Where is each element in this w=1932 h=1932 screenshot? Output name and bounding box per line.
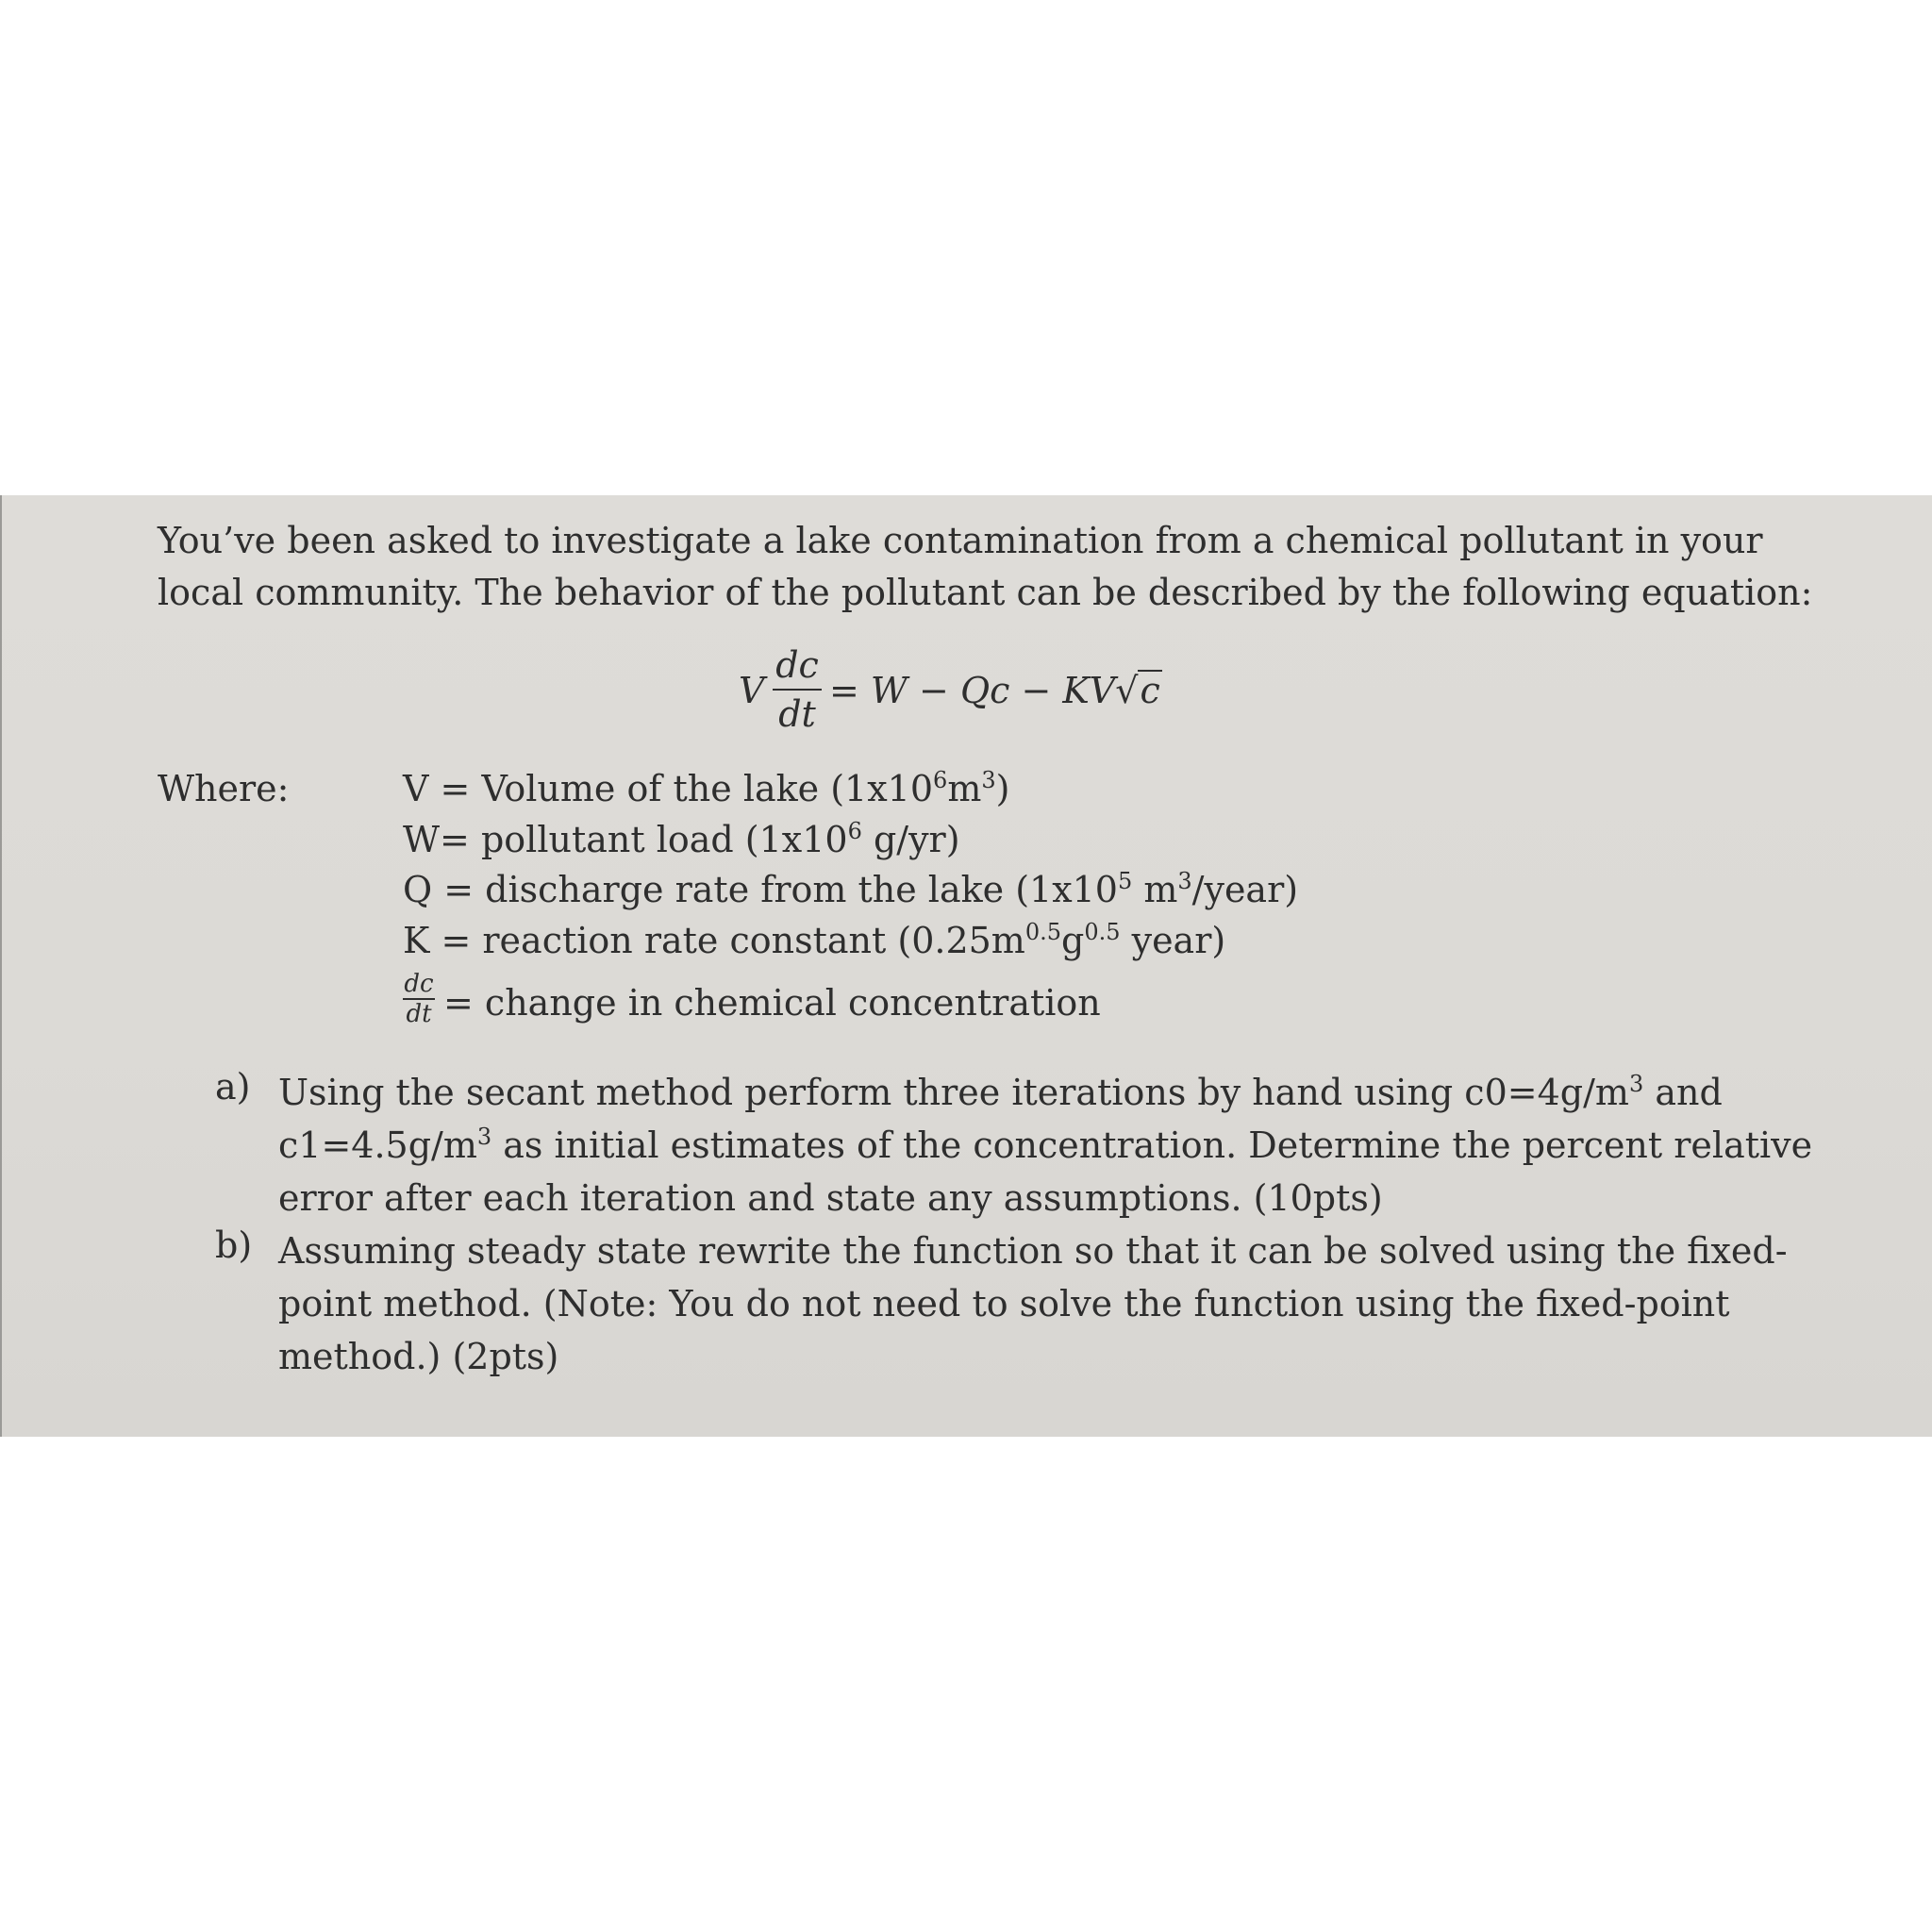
definition-v: V = Volume of the lake $(1x10^6m^3)$ (403, 767, 1010, 809)
definition-k: K = reaction rate constant ($0.25m^{0.5}g^{0.5}$ year) (403, 919, 1226, 961)
where-label: Where: (158, 768, 290, 809)
equation-numerator: dc (775, 644, 819, 686)
definition-q: Q = discharge rate from the lake ($1x10^5$ $m^3/year$) (403, 868, 1299, 910)
intro-line-2: local community. The behavior of the pollutant can be described by the following equation: (158, 572, 1813, 613)
question-b-line-2: point method. (Note: You do not need to solve the function using the fixed-point (278, 1283, 1730, 1324)
equation-rhs (829, 670, 1162, 711)
intro-line-1: You’ve been asked to investigate a lake contamination from a chemical pollutant in your (158, 520, 1763, 561)
question-a-label: a) (215, 1066, 251, 1108)
equation-denominator: dt (778, 693, 816, 735)
question-a-line-2: $c1=4.5g/m^3$ as initial estimates of the concentration. Determine the percent relative (278, 1124, 1813, 1166)
question-b-label: b) (215, 1224, 253, 1266)
question-b-line-3: method.) (2pts) (278, 1336, 559, 1377)
equation-rhs-text: = W − Qc − KV√ (829, 670, 1139, 711)
definition-dcdt-text: = change in chemical concentration (443, 982, 1101, 1024)
question-b-line-1: Assuming steady state rewrite the function so that it can be solved using the fixed- (278, 1230, 1788, 1272)
equation-sqrt-arg: c (1140, 670, 1160, 711)
definition-w: W= pollutant load ($1x10^6$ g/yr) (403, 818, 960, 860)
equation-derivative (773, 641, 822, 738)
question-a-line-3: error after each iteration and state any assumptions. (10pts) (278, 1177, 1383, 1219)
question-a-line-1: Using the secant method perform three iterations by hand using $c0=4g/m^3$ and (278, 1071, 1723, 1113)
definition-dcdt-fraction: dc dt (404, 970, 434, 1028)
equation-lhs-var: V (739, 670, 765, 711)
